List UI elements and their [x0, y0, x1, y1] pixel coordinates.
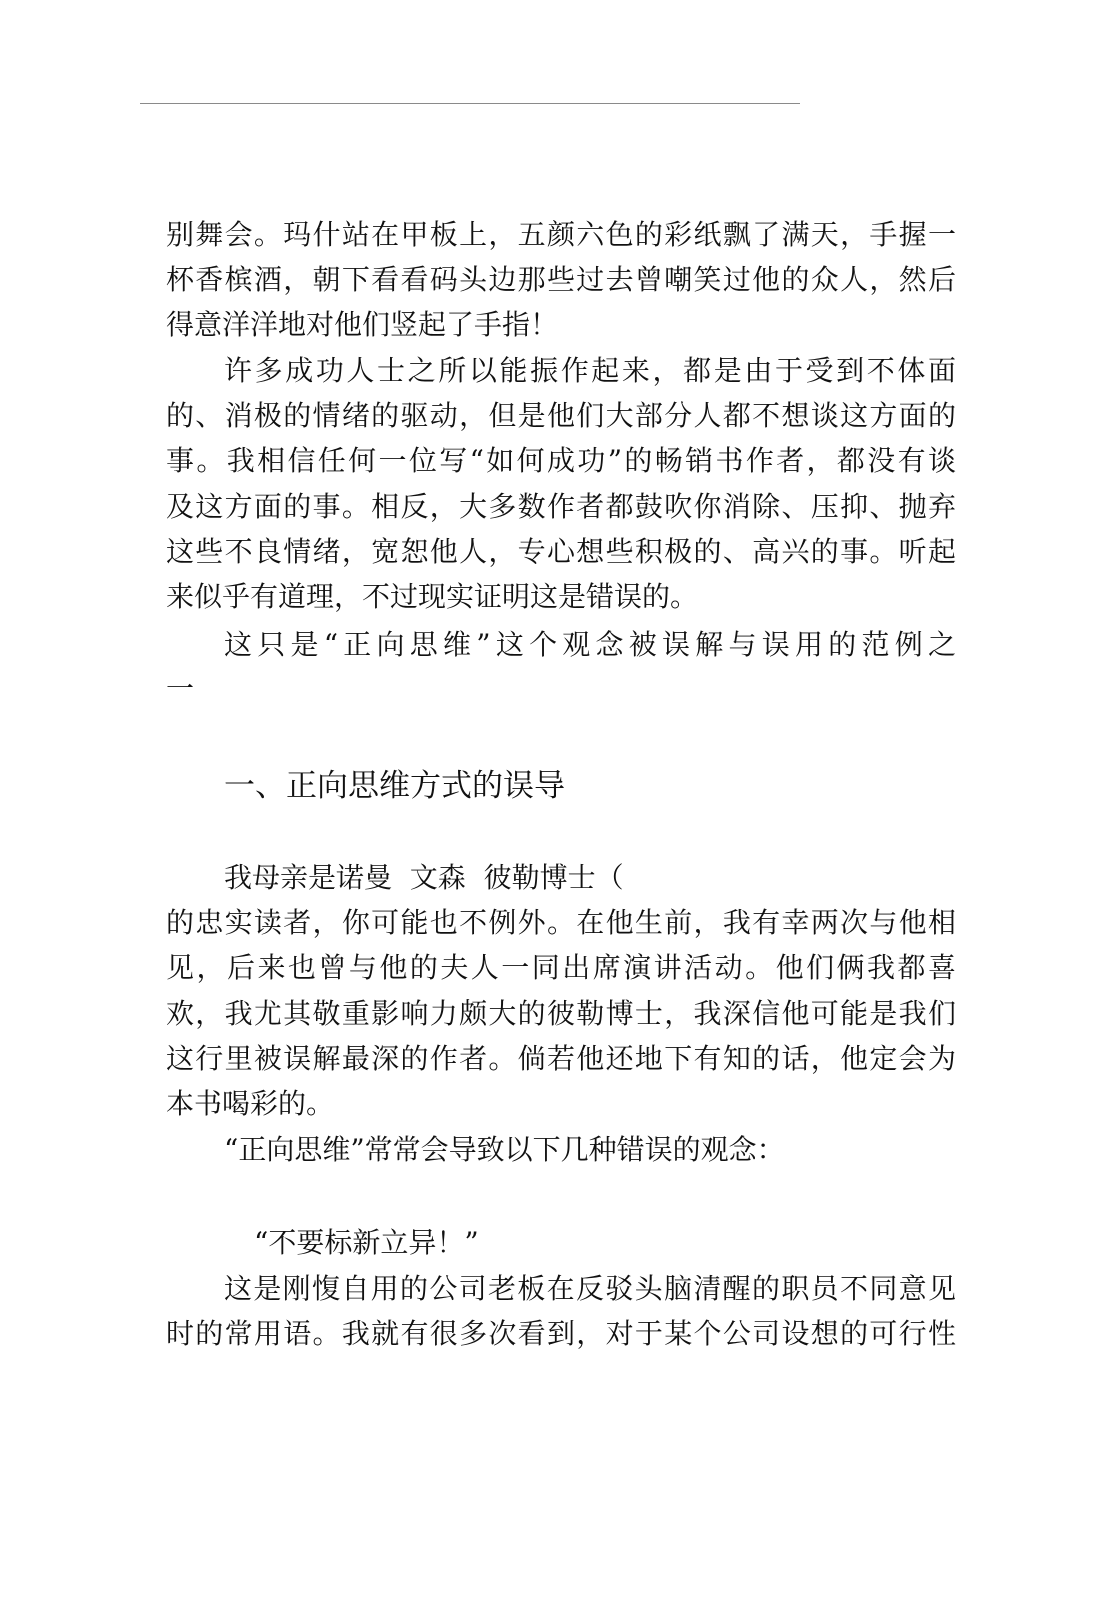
section-heading: 一、正向思维方式的误导	[224, 768, 565, 804]
text-line: 本书喝彩的。	[166, 1087, 335, 1120]
text-line: 许多成功人士之所以能振作起来，都是由于受到不体面	[224, 354, 956, 387]
text-line: 一	[166, 672, 195, 705]
text-line: 事。我相信任何一位写“如何成功”的畅销书作者，都没有谈	[166, 444, 956, 477]
text-line: 的忠实读者，你可能也不例外。在他生前，我有幸两次与他相	[166, 906, 956, 939]
text-line: 我母亲是诺曼 文森 彼勒博士（	[224, 861, 624, 894]
text-line: “正向思维”常常会导致以下几种错误的观念：	[224, 1133, 785, 1166]
text-line: 别舞会。玛什站在甲板上，五颜六色的彩纸飘了满天，手握一	[166, 218, 956, 251]
text-line: 来似乎有道理，不过现实证明这是错误的。	[166, 580, 699, 613]
text-line: 时的常用语。我就有很多次看到，对于某个公司设想的可行性	[166, 1317, 956, 1350]
text-line: 这只是“正向思维”这个观念被误解与误用的范例之	[224, 628, 956, 661]
text-line: 见，后来也曾与他的夫人一同出席演讲活动。他们俩我都喜	[166, 951, 956, 984]
text-line: 这些不良情绪，宽恕他人，专心想些积极的、高兴的事。听起	[166, 535, 956, 568]
header-rule	[140, 103, 800, 104]
text-line: 及这方面的事。相反，大多数作者都鼓吹你消除、压抑、抛弃	[166, 490, 956, 523]
text-line: 得意洋洋地对他们竖起了手指！	[166, 308, 559, 341]
text-line: 欢，我尤其敬重影响力颇大的彼勒博士，我深信他可能是我们	[166, 997, 956, 1030]
text-line: “不要标新立异！”	[254, 1226, 479, 1259]
text-line: 的、消极的情绪的驱动，但是他们大部分人都不想谈这方面的	[166, 399, 956, 432]
text-line: 杯香槟酒，朝下看看码头边那些过去曾嘲笑过他的众人，然后	[166, 263, 956, 296]
text-line: 这是刚愎自用的公司老板在反驳头脑清醒的职员不同意见	[224, 1272, 956, 1305]
text-line: 这行里被误解最深的作者。倘若他还地下有知的话，他定会为	[166, 1042, 956, 1075]
